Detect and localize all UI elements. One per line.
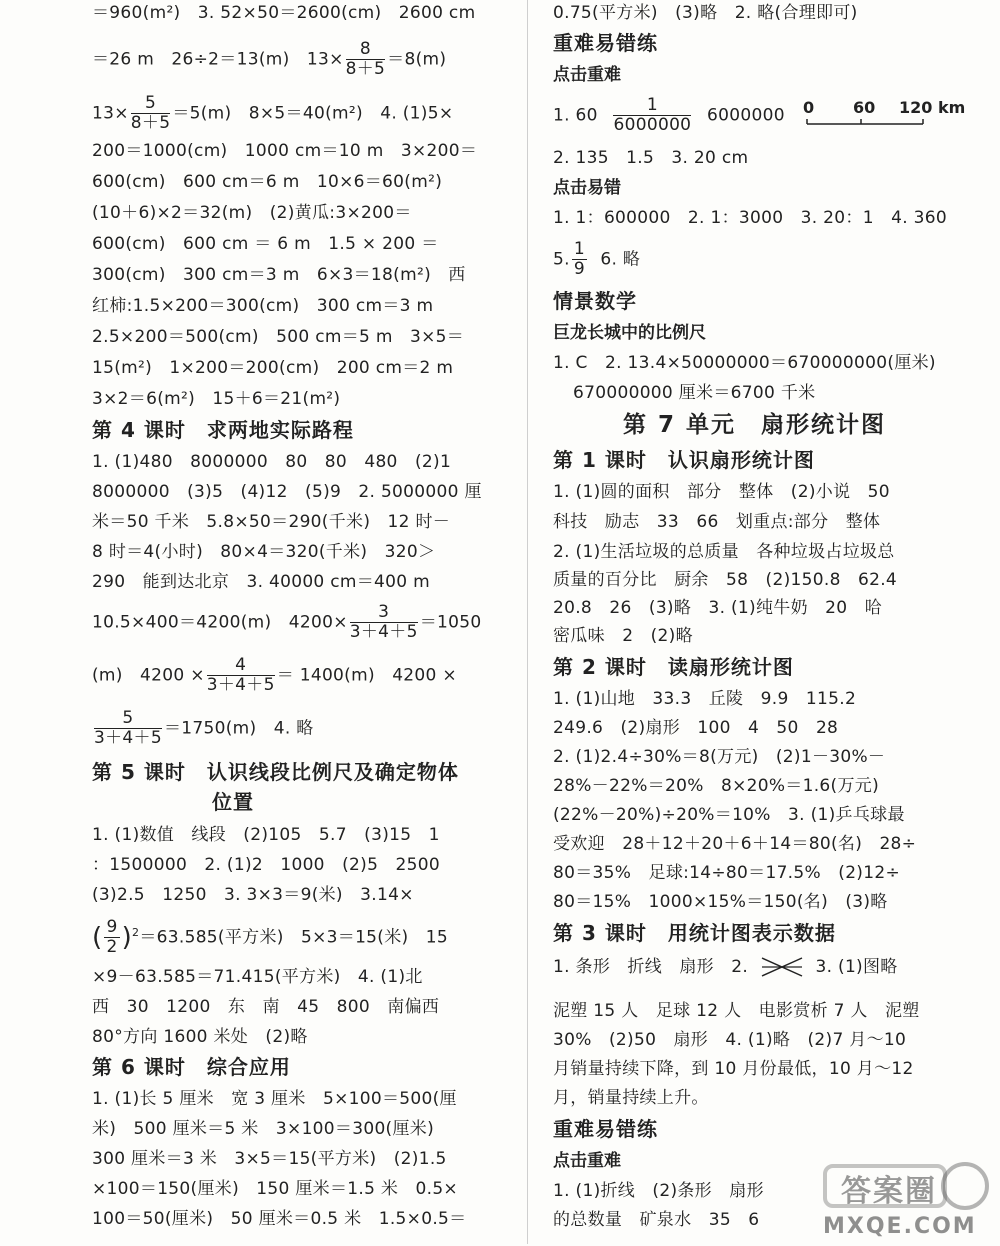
text-line: (3)2.5 1250 3. 3×3＝9(米) 3.14× — [92, 885, 414, 905]
text-line: 300 厘米＝3 米 3×5＝15(平方米) (2)1.5 — [92, 1149, 447, 1169]
section-title: 重难易错练 — [553, 31, 658, 55]
text-line: ：1500000 2. (1)2 1000 (2)5 2500 — [92, 855, 440, 875]
text-line: 米＝50 千米 5.8×50＝290(千米) 12 时－ — [92, 512, 451, 532]
fraction: $\frac{5}{3+4+5}$ — [94, 708, 162, 748]
text-line: ( $\frac{9}{2}$ )$^2$＝63.585(平方米) 5×3＝15(米) 15 — [92, 917, 448, 957]
text-line: 28%－22%＝20% 8×20%＝1.6(万元) — [553, 776, 880, 796]
watermark-logo-text: 答案圈 — [841, 1174, 937, 1209]
text-line: 米) 500 厘米＝5 米 3×100＝300(厘米) — [92, 1119, 435, 1139]
watermark-site-text: MXQE.COM — [823, 1214, 977, 1239]
text-line: 2. (1)生活垃圾的总质量 各种垃圾占垃圾总 — [553, 542, 895, 562]
text-line: 10.5×400＝4200(m) 4200× $\frac{3}{3+4+5}$ ＝1050 — [92, 602, 482, 642]
text-line: 8 时＝4(小时) 80×4＝320(千米) 320＞ — [92, 542, 436, 562]
text-line: 1. (1)山地 33.3 丘陵 9.9 115.2 — [553, 689, 857, 709]
text-line: 1. (1)长 5 厘米 宽 3 厘米 5×100＝500(厘 — [92, 1089, 457, 1109]
text-line: 西 30 1200 东 南 45 800 南偏西 — [92, 997, 440, 1017]
text-line: 100＝50(厘米) 50 厘米＝0.5 米 1.5×0.5＝ — [92, 1209, 467, 1229]
text-line: 1. (1)圆的面积 部分 整体 (2)小说 50 — [553, 482, 890, 502]
text-line: ×9－63.585＝71.415(平方米) 4. (1)北 — [92, 967, 423, 987]
fraction: $\frac{1}{9}$ — [573, 239, 585, 279]
text-line: 泥塑 15 人 足球 12 人 电影赏析 7 人 泥塑 — [553, 1001, 920, 1021]
left-column — [92, 0, 510, 1244]
text-line: 290 能到达北京 3. 40000 cm＝400 m — [92, 572, 430, 592]
text-line: 质量的百分比 厨余 58 (2)150.8 62.4 — [553, 570, 898, 590]
text-line: 0.75(平方米) (3)略 2. 略(合理即可) — [553, 3, 858, 23]
text-line: (10＋6)×2＝32(m) (2)黄瓜:3×200＝ — [92, 203, 412, 223]
text-line: 5. $\frac{1}{9}$ 6. 略 — [553, 239, 641, 279]
text-line: 1. (1)数值 线段 (2)105 5.7 (3)15 1 — [92, 825, 440, 845]
right-column — [553, 0, 993, 1244]
lesson-5-title: 第 5 课时 认识线段比例尺及确定物体 — [92, 760, 459, 784]
scale-bar — [803, 118, 983, 128]
text-line: (m) 4200 × $\frac{4}{3+4+5}$ ＝ 1400(m) 4200 × — [92, 655, 457, 695]
text-line: 80＝15% 1000×15%＝150(名) (3)略 — [553, 892, 888, 912]
text-line: 2. (1)2.4÷30%＝8(万元) (2)1－30%－ — [553, 747, 886, 767]
text-line: 1. (1)折线 (2)条形 扇形 — [553, 1181, 764, 1201]
fraction: $\frac{9}{2}$ — [106, 917, 118, 957]
text-line: 200＝1000(cm) 1000 cm＝10 m 3×200＝ — [92, 141, 478, 161]
text-line: 密瓜味 2 (2)略 — [553, 626, 693, 646]
lesson-6-title: 第 6 课时 综合应用 — [92, 1055, 291, 1079]
section-title: 情景数学 — [553, 289, 637, 313]
subsection-title: 巨龙长城中的比例尺 — [553, 323, 706, 343]
text-line: 600(cm) 600 cm＝6 m 10×6＝60(m²) — [92, 172, 443, 192]
text-line: ＝960(m²) 3. 52×50＝2600(cm) 2600 cm — [92, 3, 476, 23]
text-line: 8000000 (3)5 (4)12 (5)9 2. 5000000 厘 — [92, 482, 482, 502]
text-line: 15(m²) 1×200＝200(cm) 200 cm＝2 m — [92, 358, 454, 378]
text-line: (22%－20%)÷20%＝10% 3. (1)乒乓球最 — [553, 805, 905, 825]
unit-title: 第 7 单元 扇形统计图 — [623, 412, 887, 438]
text-line: 红柿:1.5×200＝300(cm) 300 cm＝3 m — [92, 296, 434, 316]
text-line: 1. 条形 折线 扇形 2. 3. (1)图略 — [553, 954, 898, 980]
text-line: 20.8 26 (3)略 3. (1)纯牛奶 20 哈 — [553, 598, 882, 618]
text-line: 30% (2)50 扇形 4. (1)略 (2)7 月～10 — [553, 1030, 907, 1050]
text-line: 1. 60 $\frac{1}{6000000}$ 6000000 — [553, 95, 785, 135]
text-line: $\frac{5}{3+4+5}$ ＝1750(m) 4. 略 — [94, 708, 314, 748]
text-line: 科技 励志 33 66 划重点:部分 整体 — [553, 512, 881, 532]
text-line: 月销量持续下降，到 10 月份最低，10 月～12 — [553, 1059, 914, 1079]
lesson-1-title: 第 1 课时 认识扇形统计图 — [553, 448, 815, 472]
fraction: $\frac{3}{3+4+5}$ — [349, 602, 418, 642]
text-line: 13× $\frac{5}{8+5}$ ＝5(m) 8×5＝40(m²) 4. (1)5× — [92, 93, 454, 133]
text-line: 80＝35% 足球:14÷80＝17.5% (2)12÷ — [553, 863, 901, 883]
section-title: 重难易错练 — [553, 1117, 658, 1141]
text-line: 300(cm) 300 cm＝3 m 6×3＝18(m²) 西 — [92, 265, 466, 285]
scale-tick-label: 0 — [803, 98, 815, 117]
matching-lines-diagram — [760, 954, 804, 980]
fraction: $\frac{1}{6000000}$ — [613, 95, 692, 135]
text-line: 1. C 2. 13.4×50000000＝670000000(厘米) — [553, 353, 936, 373]
lesson-5-title-cont: 位置 — [212, 790, 254, 814]
subsection-title: 点击重难 — [553, 1151, 621, 1171]
column-divider — [527, 0, 528, 1244]
text-line: 受欢迎 28＋12＋20＋6＋14＝80(名) 28÷ — [553, 834, 917, 854]
text-line: 600(cm) 600 cm ＝ 6 m 1.5 × 200 ＝ — [92, 234, 439, 254]
scale-tick-label: 120 km — [899, 98, 966, 117]
watermark-logo — [815, 1146, 990, 1242]
lesson-2-title: 第 2 课时 读扇形统计图 — [553, 655, 794, 679]
text-line: ＝26 m 26÷2＝13(m) 13× $\frac{8}{8+5}$ ＝8(m) — [92, 39, 447, 79]
subsection-title: 点击易错 — [553, 178, 621, 198]
text-line: 3×2＝6(m²) 15＋6＝21(m²) — [92, 389, 341, 409]
text-line: 1. 1：600000 2. 1：3000 3. 20：1 4. 360 — [553, 208, 947, 228]
fraction: $\frac{5}{8+5}$ — [130, 93, 171, 133]
fraction: $\frac{4}{3+4+5}$ — [206, 655, 275, 695]
lesson-3-title: 第 3 课时 用统计图表示数据 — [553, 921, 836, 945]
line-segment-scale — [803, 98, 983, 130]
text-line: 249.6 (2)扇形 100 4 50 28 — [553, 718, 839, 738]
subsection-title: 点击重难 — [553, 65, 621, 85]
text-line: 2. 135 1.5 3. 20 cm — [553, 148, 749, 168]
text-line: 670000000 厘米＝6700 千米 — [573, 383, 816, 403]
text-line: 月，销量持续上升。 — [553, 1088, 709, 1108]
text-line: 的总数量 矿泉水 35 6 — [553, 1210, 760, 1230]
text-line: ×100＝150(厘米) 150 厘米＝1.5 米 0.5× — [92, 1179, 458, 1199]
scale-tick-label: 60 — [853, 98, 876, 117]
text-line: 2.5×200＝500(cm) 500 cm＝5 m 3×5＝ — [92, 327, 465, 347]
fraction: $\frac{8}{8+5}$ — [345, 39, 386, 79]
text-line: 80°方向 1600 米处 (2)略 — [92, 1027, 308, 1047]
lesson-4-title: 第 4 课时 求两地实际路程 — [92, 418, 354, 442]
text-line: 1. (1)480 8000000 80 80 480 (2)1 — [92, 452, 452, 472]
